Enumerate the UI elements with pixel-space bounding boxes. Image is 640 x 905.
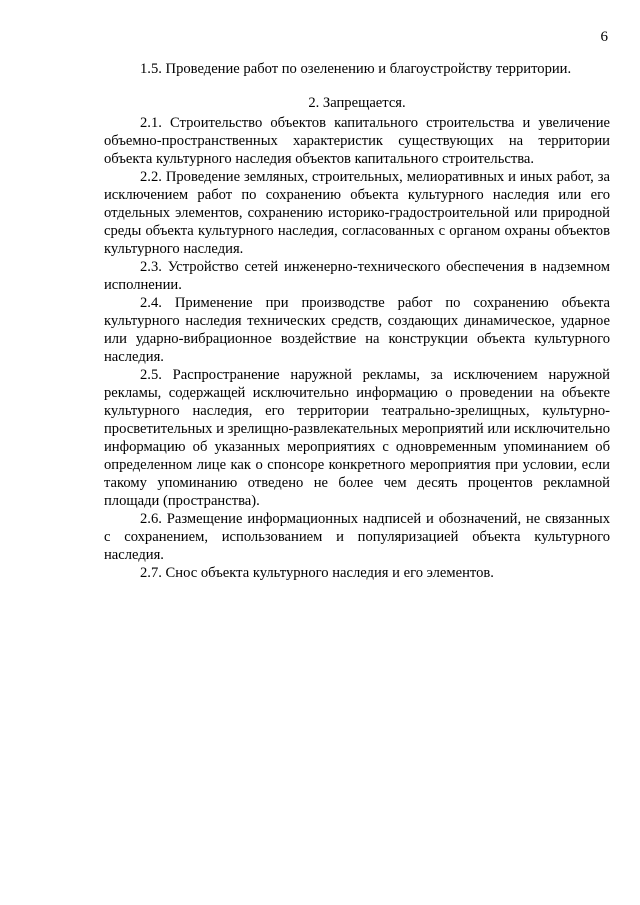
item-number: 2.6. <box>140 511 162 527</box>
item-number: 2.7. <box>140 565 162 581</box>
item-text: Применение при производстве работ по сохранению объекта культурного наследия технических средств, создающих динамическое, ударное или ударно-вибрационное воздействие на конструкции объекта культурного наследия. <box>104 295 610 365</box>
paragraph-2-3 <box>104 258 610 294</box>
item-number: 2.2. <box>140 169 162 185</box>
item-text: Снос объекта культурного наследия и его элементов. <box>165 565 494 581</box>
paragraph-2-7 <box>104 564 610 582</box>
item-number: 2.4. <box>140 295 162 311</box>
item-text: Проведение земляных, строительных, мелиоративных и иных работ, за исключением работ по сохранению объекта культурного наследия или его отдельных элементов, сохранению историко-градостроительной или природной среды объекта культурного наследия, согласованных с органом охраны объектов культурного наследия. <box>104 169 610 257</box>
section-heading: 2. Запрещается. <box>308 95 406 111</box>
page-number: 6 <box>600 29 608 45</box>
item-text: Устройство сетей инженерно-технического обеспечения в надземном исполнении. <box>104 259 610 293</box>
paragraph-2-6 <box>104 510 610 564</box>
document-body <box>104 60 610 582</box>
paragraph-2-4 <box>104 294 610 366</box>
item-text: Проведение работ по озеленению и благоустройству территории. <box>165 61 572 77</box>
item-number: 2.3. <box>140 259 162 275</box>
item-text: Строительство объектов капитального строительства и увеличение объемно-пространственных характеристик существующих на территории объекта культурного наследия объектов капитального строительства. <box>104 115 610 167</box>
paragraph-2-1 <box>104 114 610 168</box>
paragraph-1-5 <box>104 60 610 78</box>
paragraph-2-2 <box>104 168 610 258</box>
item-text: Распространение наружной рекламы, за исключением наружной рекламы, содержащей исключительно информацию о проведении на объекте культурного наследия, его территории театрально-зрелищных, культурно-просветительных и зрелищно-развлекательных мероприятий или исключительно информацию об указанных мероприятиях с одновременным упоминанием об определенном лице как о спонсоре конкретного мероприятия при условии, если такому упоминанию отведено не более чем десять процентов рекламной площади (пространства). <box>104 367 610 509</box>
item-number: 2.1. <box>140 115 162 131</box>
paragraph-2-5 <box>104 366 610 510</box>
item-number: 2.5. <box>140 367 162 383</box>
item-number: 1.5. <box>140 61 162 77</box>
item-text: Размещение информационных надписей и обозначений, не связанных с сохранением, использованием и популяризацией объекта культурного наследия. <box>104 511 610 563</box>
